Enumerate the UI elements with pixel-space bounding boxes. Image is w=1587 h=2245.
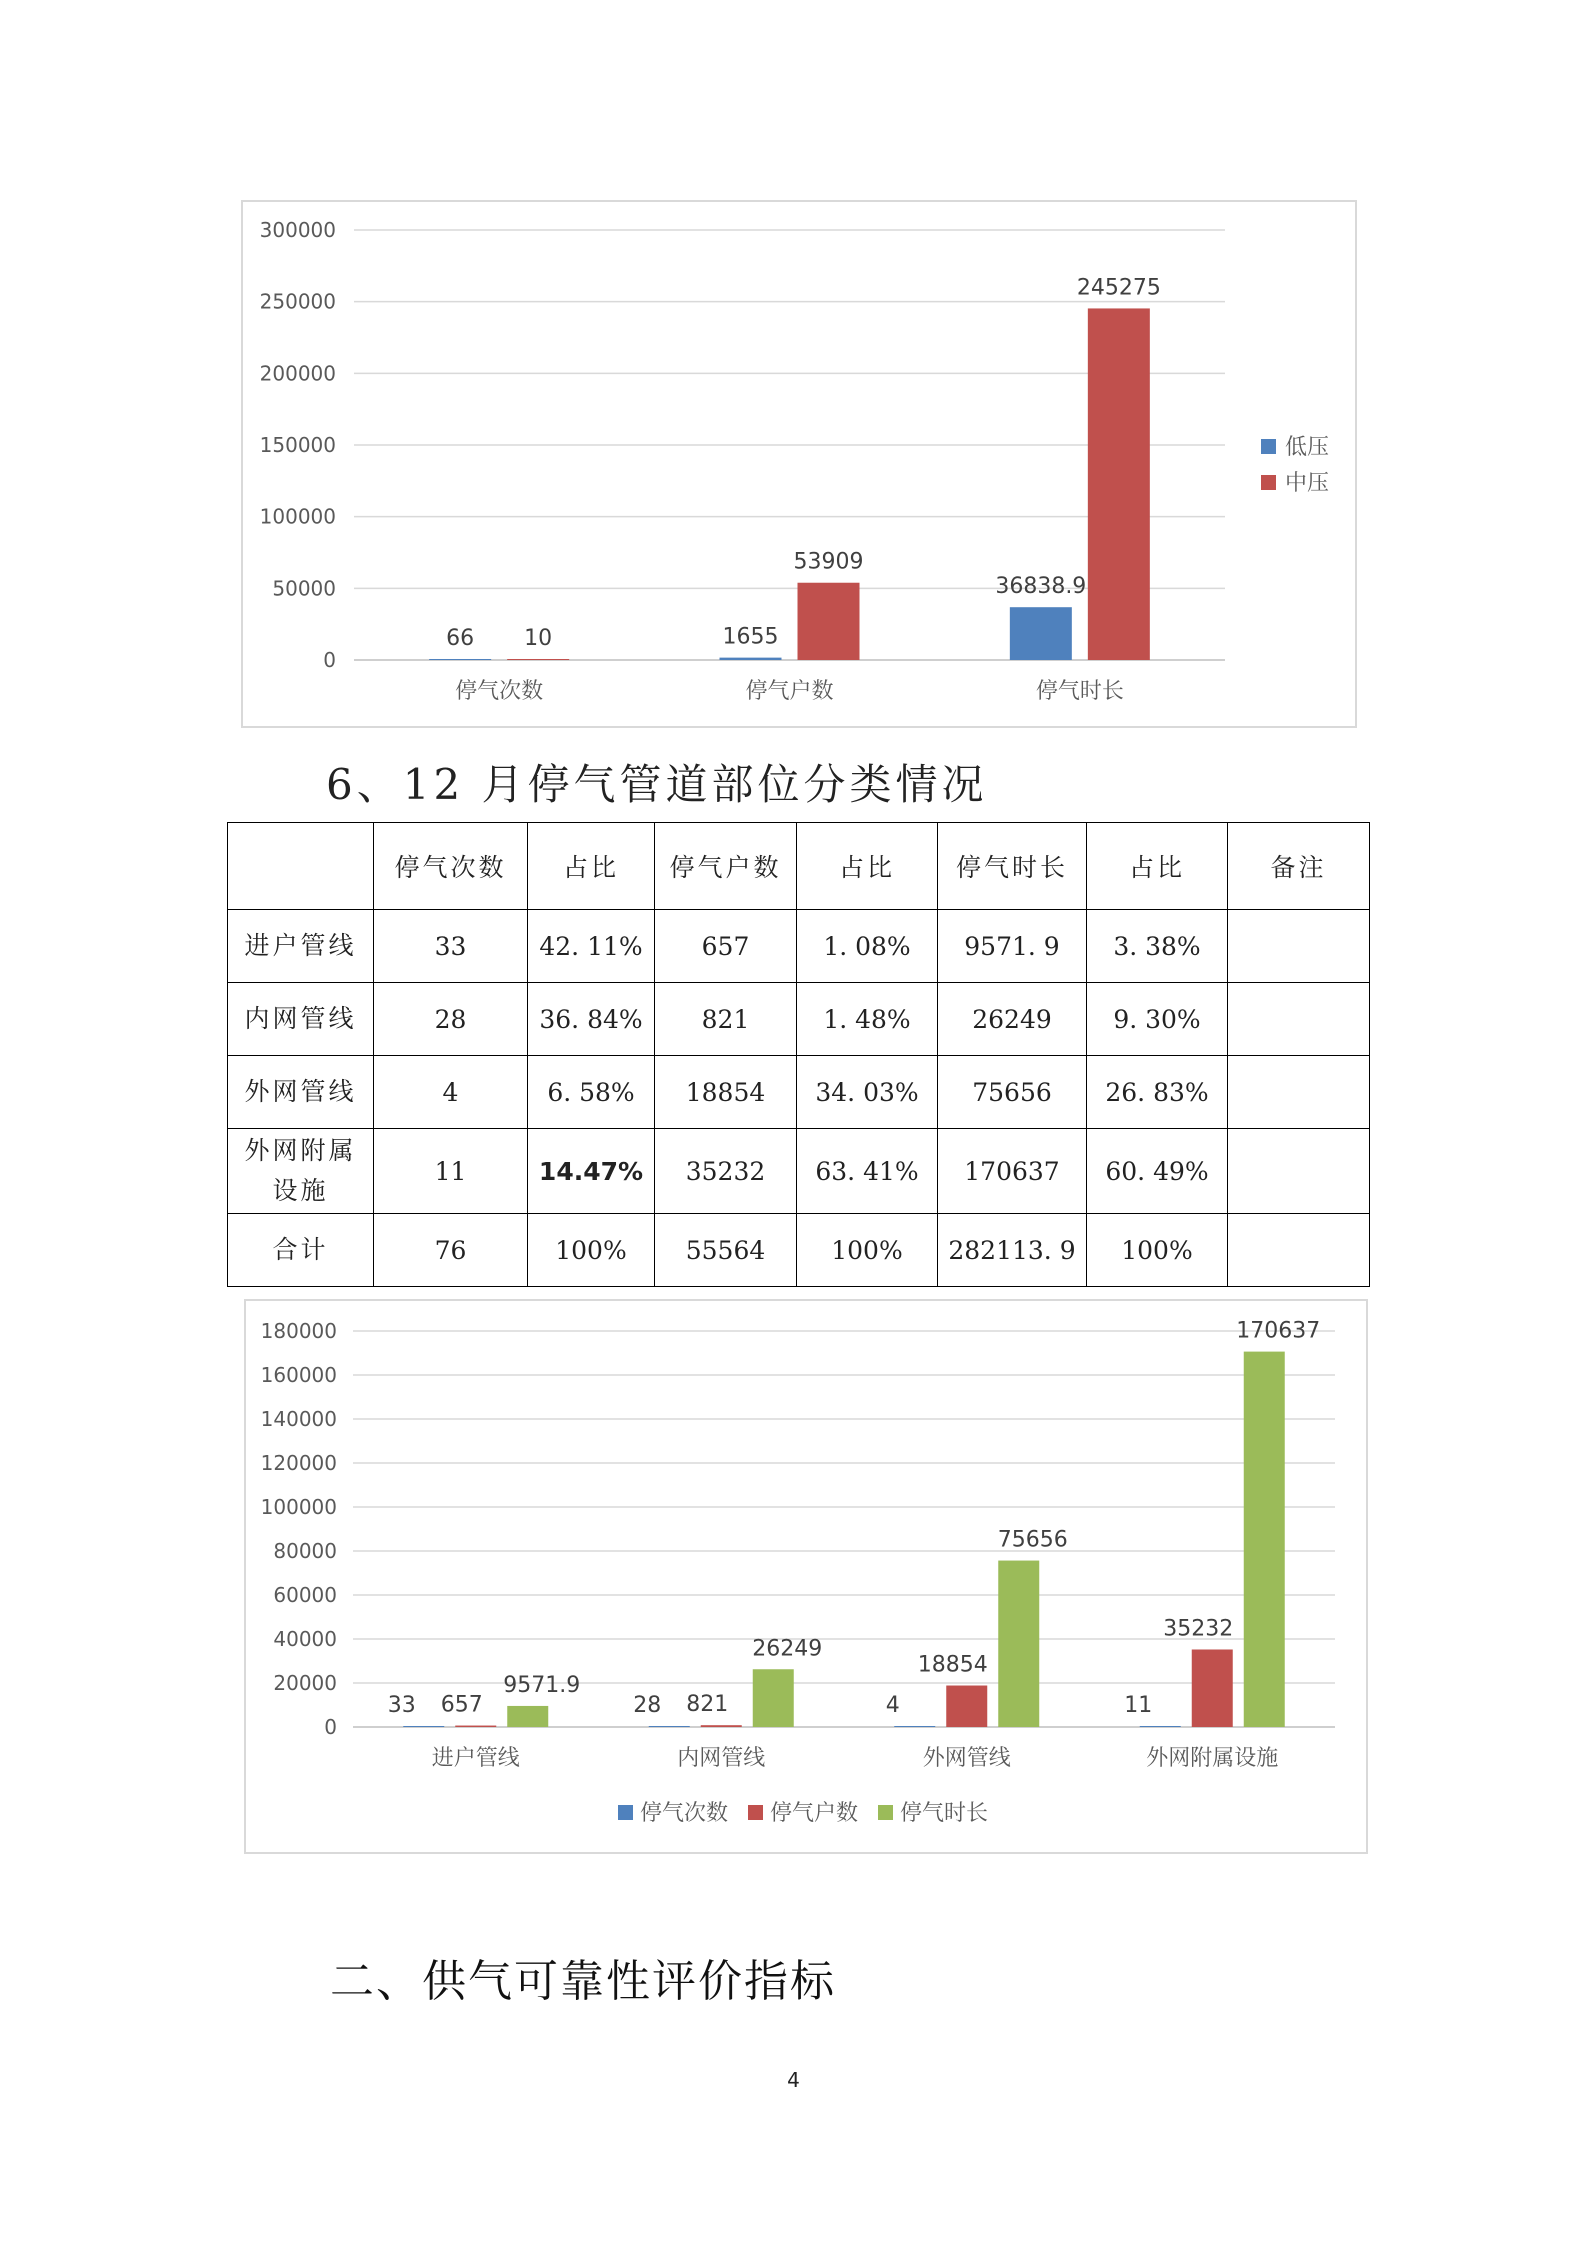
x-category-label: 内网管线: [677, 1746, 766, 1771]
bar: [403, 1726, 444, 1727]
table-cell: 55564: [655, 1214, 797, 1287]
row-label: 内网管线: [228, 983, 374, 1056]
table-cell: 657: [655, 910, 797, 983]
data-label: 4: [885, 1693, 900, 1718]
y-tick-label: 140000: [260, 1407, 337, 1431]
y-tick-label: 100000: [260, 1495, 337, 1519]
table-cell: 26249: [938, 983, 1087, 1056]
legend-swatch: [1261, 439, 1276, 454]
table-cell: 11: [374, 1129, 528, 1214]
bar: [798, 583, 860, 660]
header-household-ratio: 占比: [797, 823, 938, 910]
y-tick-label: 20000: [273, 1671, 337, 1695]
row-label: [228, 1129, 374, 1214]
x-category-label: 停气次数: [455, 679, 544, 704]
bar: [1088, 308, 1150, 660]
x-category-label: 进户管线: [431, 1746, 520, 1771]
legend-swatch: [878, 1805, 893, 1820]
y-tick-label: 200000: [259, 361, 336, 386]
table-cell: 35232: [655, 1129, 797, 1214]
table-row: [228, 983, 1370, 1056]
legend-label: 中压: [1285, 471, 1330, 496]
legend-swatch: [1261, 475, 1276, 490]
table-cell: 100%: [528, 1214, 655, 1287]
row-label: 外网管线: [228, 1056, 374, 1129]
bar: [1010, 607, 1072, 660]
data-label: 33: [387, 1693, 416, 1718]
data-label: 245275: [1076, 275, 1161, 301]
legend-label: 停气户数: [770, 1801, 859, 1826]
y-tick-label: 180000: [260, 1319, 337, 1343]
table-cell: 36. 84%: [528, 983, 655, 1056]
x-category-label: 外网管线: [922, 1746, 1011, 1771]
bar: [720, 658, 782, 660]
bar: [455, 1726, 496, 1727]
data-label: 821: [686, 1692, 729, 1718]
table-row: [228, 1129, 1370, 1214]
data-label: 9571.9: [503, 1672, 581, 1698]
page-number: 4: [787, 2068, 800, 2092]
y-tick-label: 120000: [260, 1451, 337, 1475]
data-label: 36838.9: [995, 574, 1087, 600]
table-cell: 34. 03%: [797, 1056, 938, 1129]
header-remarks: 备注: [1228, 823, 1370, 910]
y-tick-label: 0: [324, 1715, 337, 1739]
data-label: 11: [1124, 1693, 1153, 1718]
part-heading: 二、供气可靠性评价指标: [330, 1956, 836, 2007]
y-tick-label: 50000: [272, 576, 336, 601]
data-label: 657: [440, 1692, 483, 1718]
y-tick-label: 80000: [273, 1539, 337, 1563]
header-duration: 停气时长: [938, 823, 1087, 910]
legend-swatch: [748, 1805, 763, 1820]
remarks-cell: [1228, 1214, 1370, 1287]
data-label: 28: [633, 1693, 662, 1718]
x-category-label: 停气时长: [1035, 679, 1124, 704]
table-cell: 14.47%: [528, 1129, 655, 1214]
bar: [701, 1725, 742, 1727]
y-tick-label: 300000: [259, 218, 336, 242]
header-households: 停气户数: [655, 823, 797, 910]
bar: [507, 1706, 548, 1727]
table-cell: 100%: [1087, 1214, 1228, 1287]
table-cell: 28: [374, 983, 528, 1056]
remarks-cell: [1228, 1056, 1370, 1129]
data-label: 1655: [722, 624, 779, 650]
table-cell: 18854: [655, 1056, 797, 1129]
y-tick-label: 160000: [260, 1363, 337, 1387]
table-cell: 42. 11%: [528, 910, 655, 983]
data-label: 66: [446, 626, 475, 651]
y-tick-label: 150000: [259, 433, 336, 457]
legend-label: 低压: [1285, 435, 1330, 460]
table-cell: 33: [374, 910, 528, 983]
remarks-cell: [1228, 983, 1370, 1056]
y-tick-label: 60000: [273, 1583, 337, 1607]
remarks-cell: [1228, 910, 1370, 983]
y-tick-label: 100000: [259, 504, 336, 529]
row-label-line: 外网附属: [244, 1136, 357, 1165]
table-cell: 1. 08%: [797, 910, 938, 983]
table-row: [228, 1056, 1370, 1129]
section-heading: 6、12 月停气管道部位分类情况: [326, 760, 988, 809]
legend-label: 停气次数: [640, 1801, 729, 1826]
pipeline-location-chart: [244, 1299, 1368, 1854]
legend-swatch: [618, 1805, 633, 1820]
data-label: 53909: [793, 549, 864, 575]
table-total-row: [228, 1214, 1370, 1287]
y-tick-label: 0: [323, 648, 336, 672]
row-label: 进户管线: [228, 910, 374, 983]
data-label: 75656: [997, 1527, 1068, 1553]
table-cell: 76: [374, 1214, 528, 1287]
bar: [946, 1686, 987, 1727]
table-cell: 282113. 9: [938, 1214, 1087, 1287]
table-cell: 3. 38%: [1087, 910, 1228, 983]
table-cell: 1. 48%: [797, 983, 938, 1056]
pressure-outage-chart-svg: [243, 202, 1355, 726]
pressure-outage-chart: [241, 200, 1357, 728]
data-label: 170637: [1236, 1318, 1321, 1344]
table-cell: 75656: [938, 1056, 1087, 1129]
table-cell: 100%: [797, 1214, 938, 1287]
header-blank: [228, 823, 374, 910]
table-cell: 26. 83%: [1087, 1056, 1228, 1129]
x-category-label: 外网附属设施: [1146, 1746, 1279, 1771]
table-row: [228, 910, 1370, 983]
table-cell: 60. 49%: [1087, 1129, 1228, 1214]
pipeline-location-chart-svg: [246, 1301, 1366, 1852]
header-outage-count: 停气次数: [374, 823, 528, 910]
bar: [507, 659, 569, 660]
row-label: 合计: [228, 1214, 374, 1287]
bar: [894, 1726, 935, 1727]
y-tick-label: 250000: [259, 289, 336, 314]
table-cell: 170637: [938, 1129, 1087, 1214]
row-label-line: 设施: [272, 1176, 329, 1205]
data-label: 35232: [1163, 1616, 1234, 1642]
table-header-row: [228, 823, 1370, 910]
bar: [429, 659, 491, 660]
data-label: 10: [524, 626, 553, 651]
bar: [1244, 1352, 1285, 1727]
y-tick-label: 40000: [273, 1627, 337, 1651]
table-cell: 63. 41%: [797, 1129, 938, 1214]
bar: [1140, 1726, 1181, 1727]
table-cell: 4: [374, 1056, 528, 1129]
bar: [998, 1561, 1039, 1727]
data-label: 18854: [917, 1652, 988, 1678]
x-category-label: 停气户数: [745, 679, 834, 704]
legend-label: 停气时长: [900, 1801, 989, 1826]
data-label: 26249: [752, 1636, 823, 1662]
pipeline-outage-table: [227, 822, 1370, 1287]
remarks-cell: [1228, 1129, 1370, 1214]
table-cell: 821: [655, 983, 797, 1056]
header-count-ratio: 占比: [528, 823, 655, 910]
table-cell: 6. 58%: [528, 1056, 655, 1129]
bar: [1192, 1649, 1233, 1727]
header-duration-ratio: 占比: [1087, 823, 1228, 910]
table-cell: 9. 30%: [1087, 983, 1228, 1056]
table-cell: 9571. 9: [938, 910, 1087, 983]
bar: [753, 1669, 794, 1727]
bar: [649, 1726, 690, 1727]
